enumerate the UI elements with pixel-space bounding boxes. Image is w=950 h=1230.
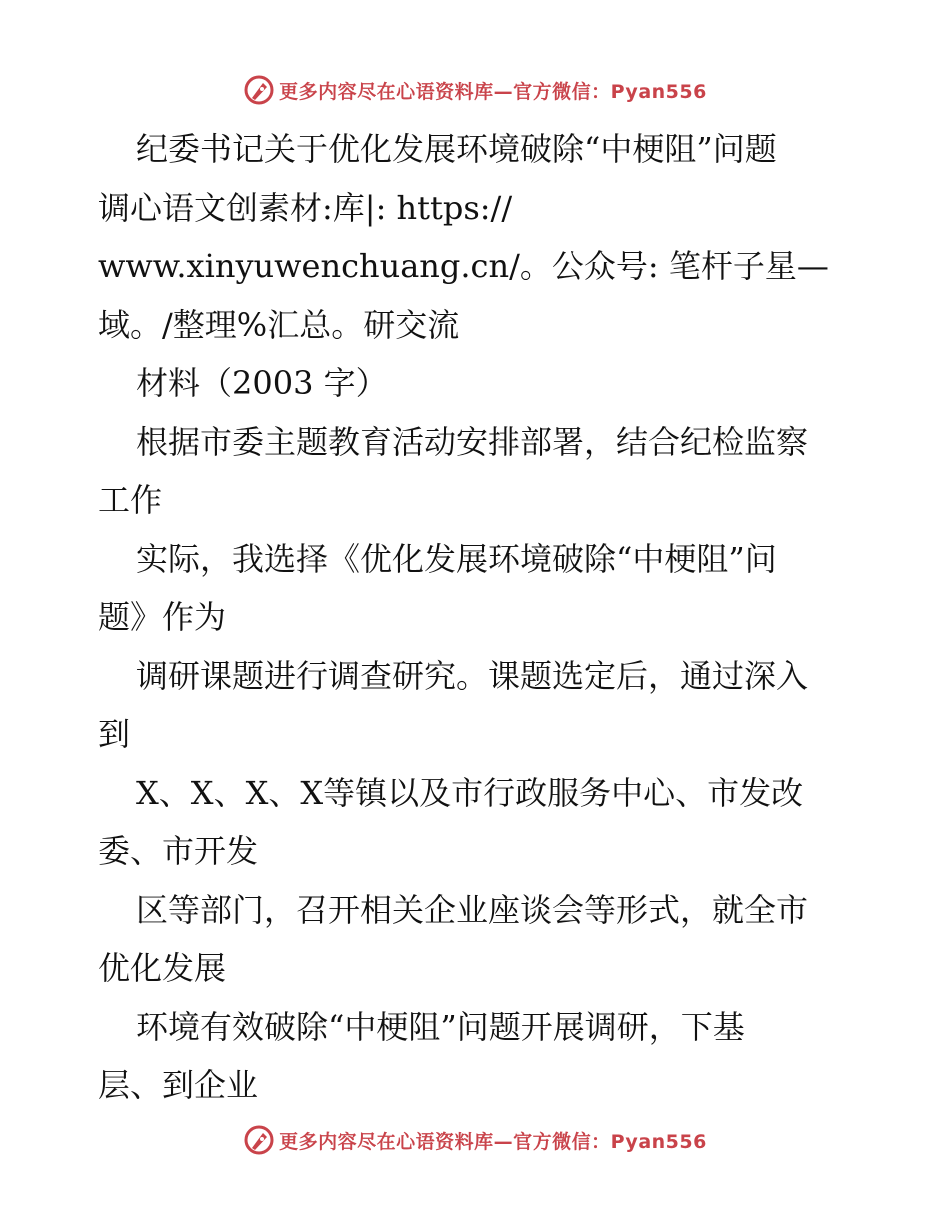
text-line: X、X、X、X等镇以及市行政服务中心、市发改 (136, 773, 804, 812)
pen-nib-logo-icon (243, 74, 275, 106)
document-body (98, 120, 858, 1115)
text-line: 域。/整理%汇总。研交流 (98, 305, 460, 344)
text-line: 实际，我选择《优化发展环境破除“中梗阻”问 (136, 539, 777, 578)
text-line: 调研课题进行调查研究。课题选定后，通过深入 (136, 656, 809, 695)
text-line: 到 (98, 715, 131, 753)
text-line: 优化发展 (98, 949, 227, 987)
text-line: 材料（2003 字） (136, 364, 388, 402)
header-watermark (0, 74, 950, 106)
footer-watermark (0, 1124, 950, 1156)
watermark-text: 更多内容尽在心语资料库—官方微信：Pyan556 (279, 80, 707, 103)
pen-nib-logo-icon (243, 1124, 275, 1156)
text-line: 工作 (98, 481, 163, 519)
text-line: 区等部门，召开相关企业座谈会等形式，就全市 (136, 890, 809, 929)
text-line: 题》作为 (98, 598, 227, 636)
text-line: 调心语文创素材:库|: https:// (98, 188, 513, 227)
text-line: 委、市开发 (98, 832, 259, 870)
watermark-text: 更多内容尽在心语资料库—官方微信：Pyan556 (279, 1130, 707, 1153)
text-line: 纪委书记关于优化发展环境破除“中梗阻”问题 (136, 130, 777, 168)
text-line: 层、到企业 (98, 1066, 259, 1104)
text-line: 环境有效破除“中梗阻”问题开展调研，下基 (136, 1007, 745, 1046)
text-line: 根据市委主题教育活动安排部署，结合纪检监察 (136, 422, 809, 461)
text-line: www.xinyuwenchuang.cn/。公众号: 笔杆子星— (98, 247, 829, 285)
